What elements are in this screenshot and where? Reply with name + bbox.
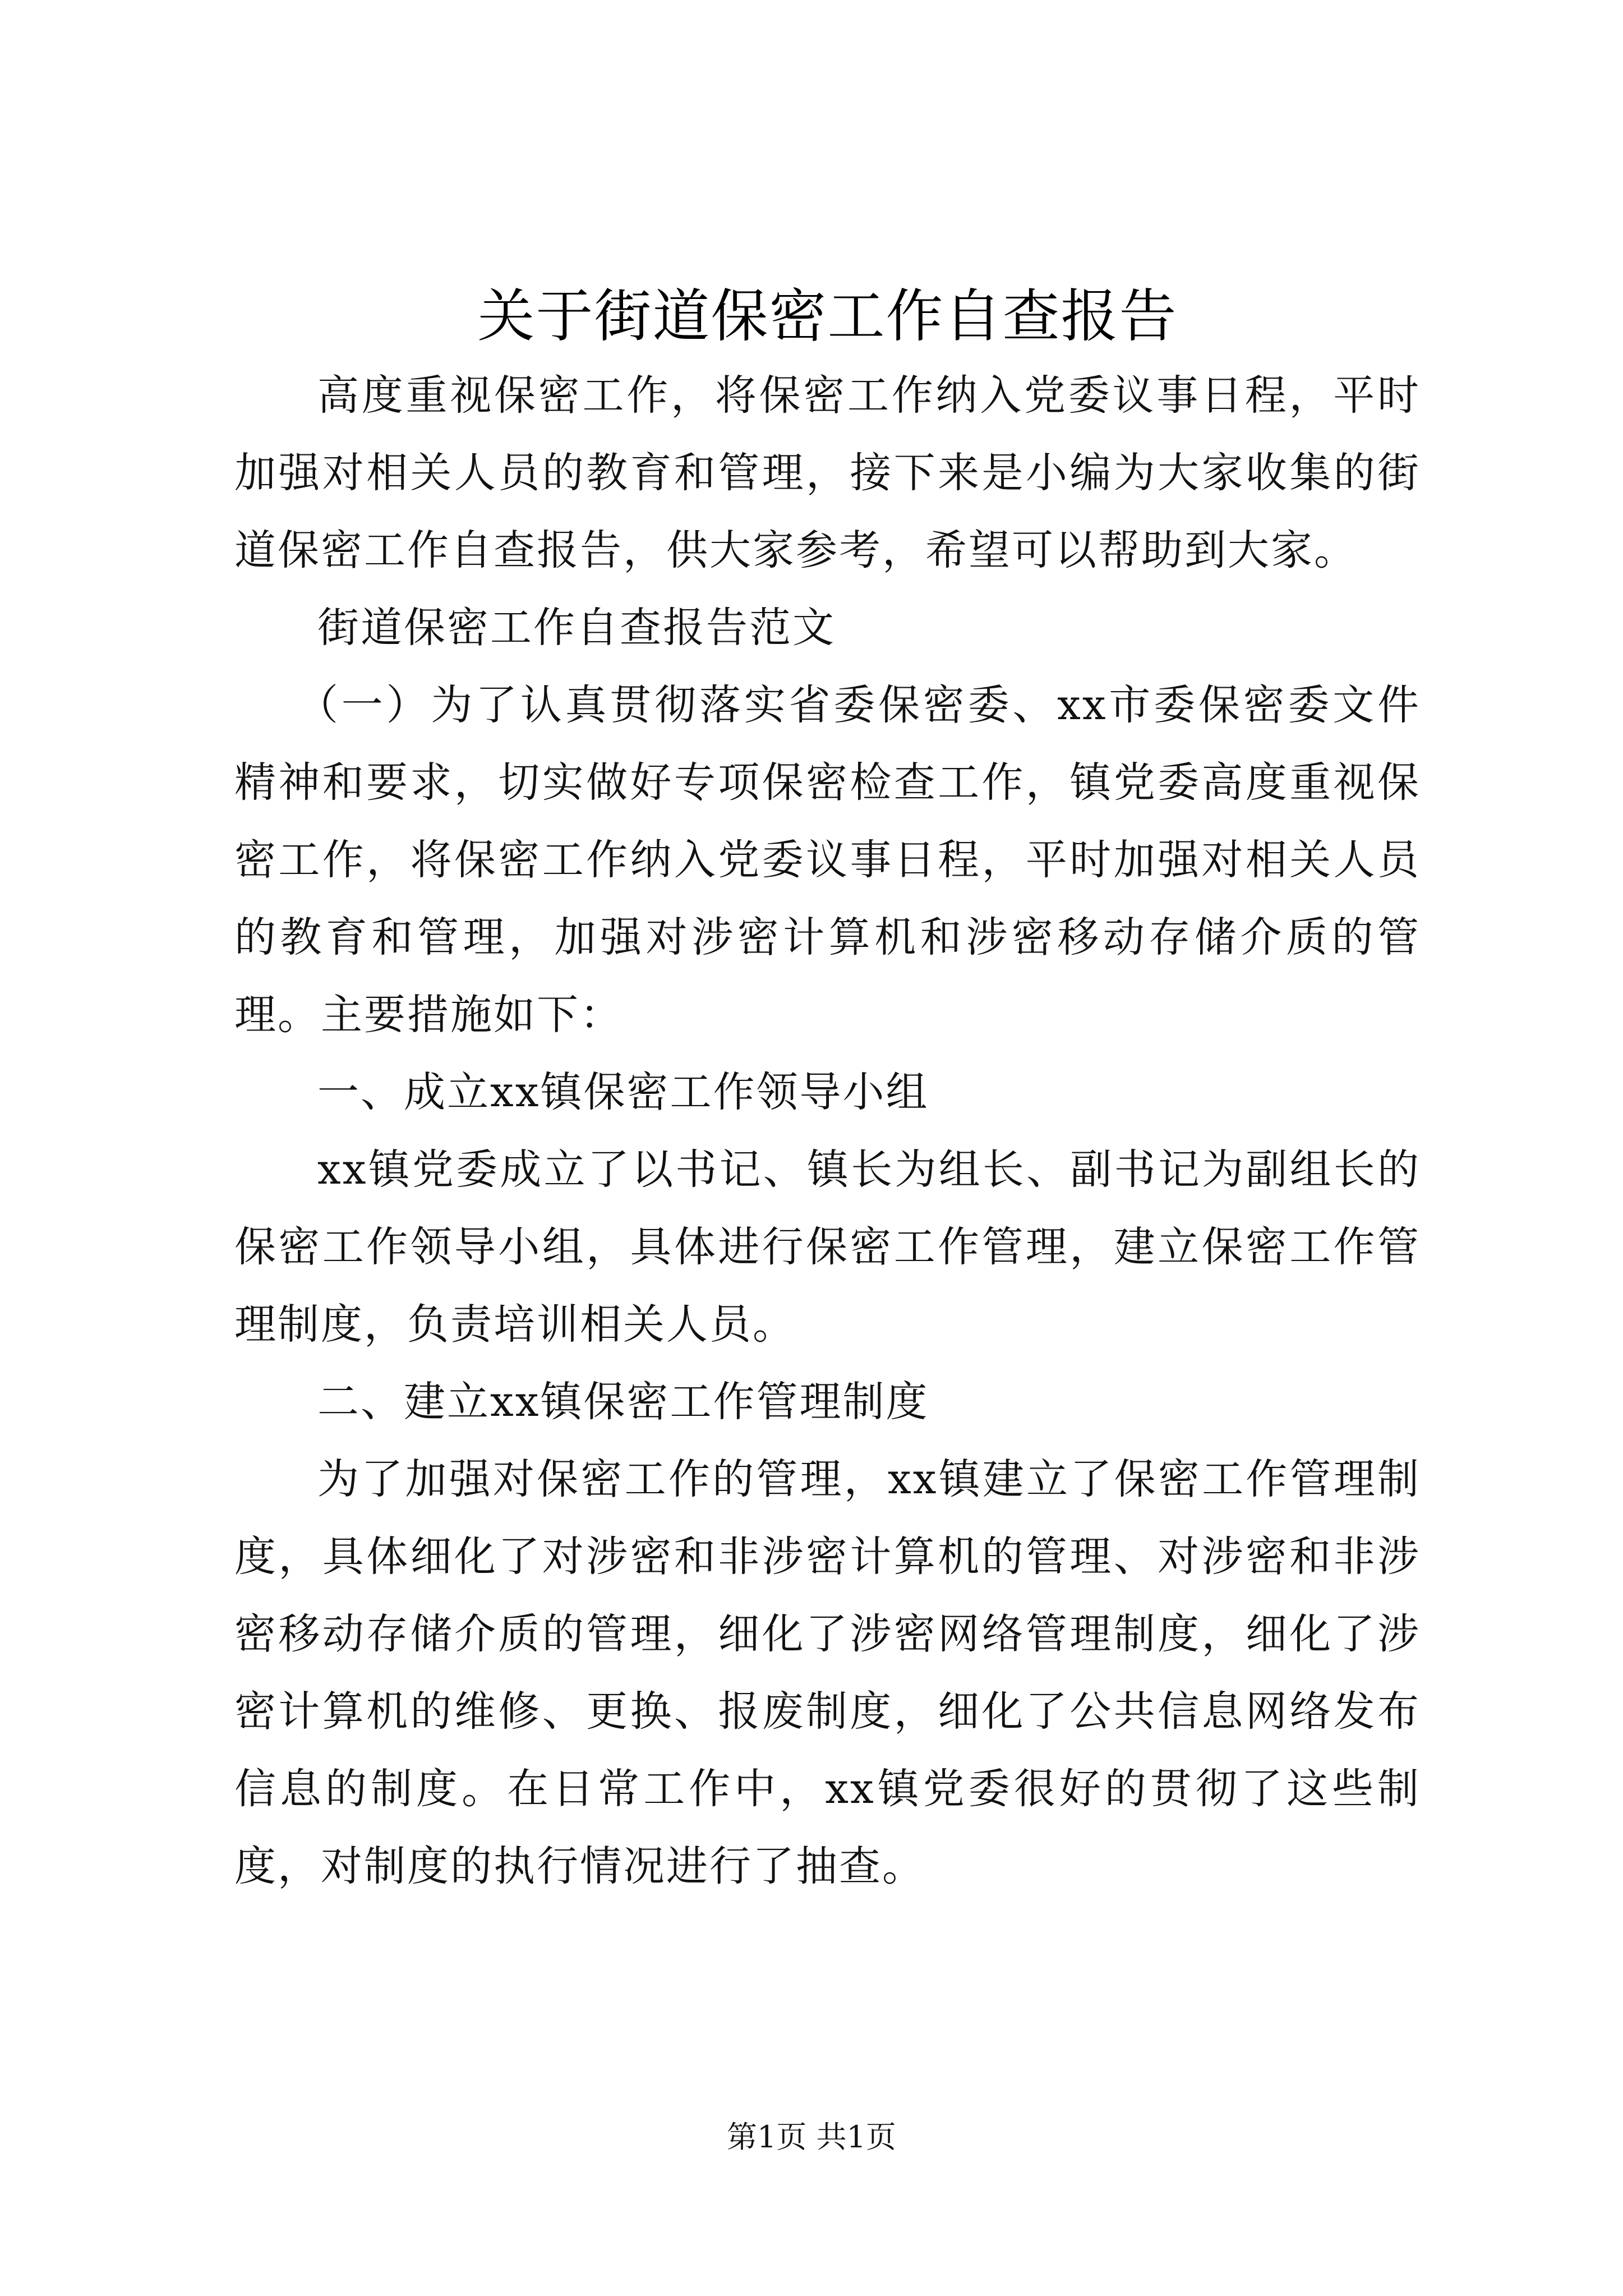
point-one-heading: 一、成立xx镇保密工作领导小组: [317, 1068, 929, 1116]
page-number-footer: 第1页 共1页: [727, 2119, 896, 2155]
point-two-paragraph: 为了加强对保密工作的管理，xx镇建立了保密工作管理制度，具体细化了对涉密和非涉密计算机的管理、对涉密和非涉密移动存储介质的管理，细化了涉密网络管理制度，细化了涉密计算机的维修、更换、报废制度，细化了公共信息网络发布信息的制度。在日常工作中，xx镇党委很好的贯彻了这些制度，对制度的执行情况进行了抽查。: [234, 1455, 1421, 1890]
section-one-paragraph: （一）为了认真贯彻落实省委保密委、xx市委保密委文件精神和要求，切实做好专项保密检查工作，镇党委高度重视保密工作，将保密工作纳入党委议事日程，平时加强对相关人员的教育和管理，加强对涉密计算机和涉密移动存储介质的管理。主要措施如下：: [234, 681, 1421, 1039]
document-title: 关于街道保密工作自查报告: [477, 283, 1178, 350]
point-one-paragraph: xx镇党委成立了以书记、镇长为组长、副书记为副组长的保密工作领导小组，具体进行保密工作管理，建立保密工作管理制度，负责培训相关人员。: [234, 1145, 1421, 1349]
intro-paragraph: 高度重视保密工作，将保密工作纳入党委议事日程，平时加强对相关人员的教育和管理，接下来是小编为大家收集的街道保密工作自查报告，供大家参考，希望可以帮助到大家。: [234, 371, 1421, 574]
sample-heading: 街道保密工作自查报告范文: [317, 604, 836, 652]
document-body: [234, 280, 1421, 1905]
point-two-heading: 二、建立xx镇保密工作管理制度: [317, 1378, 929, 1426]
